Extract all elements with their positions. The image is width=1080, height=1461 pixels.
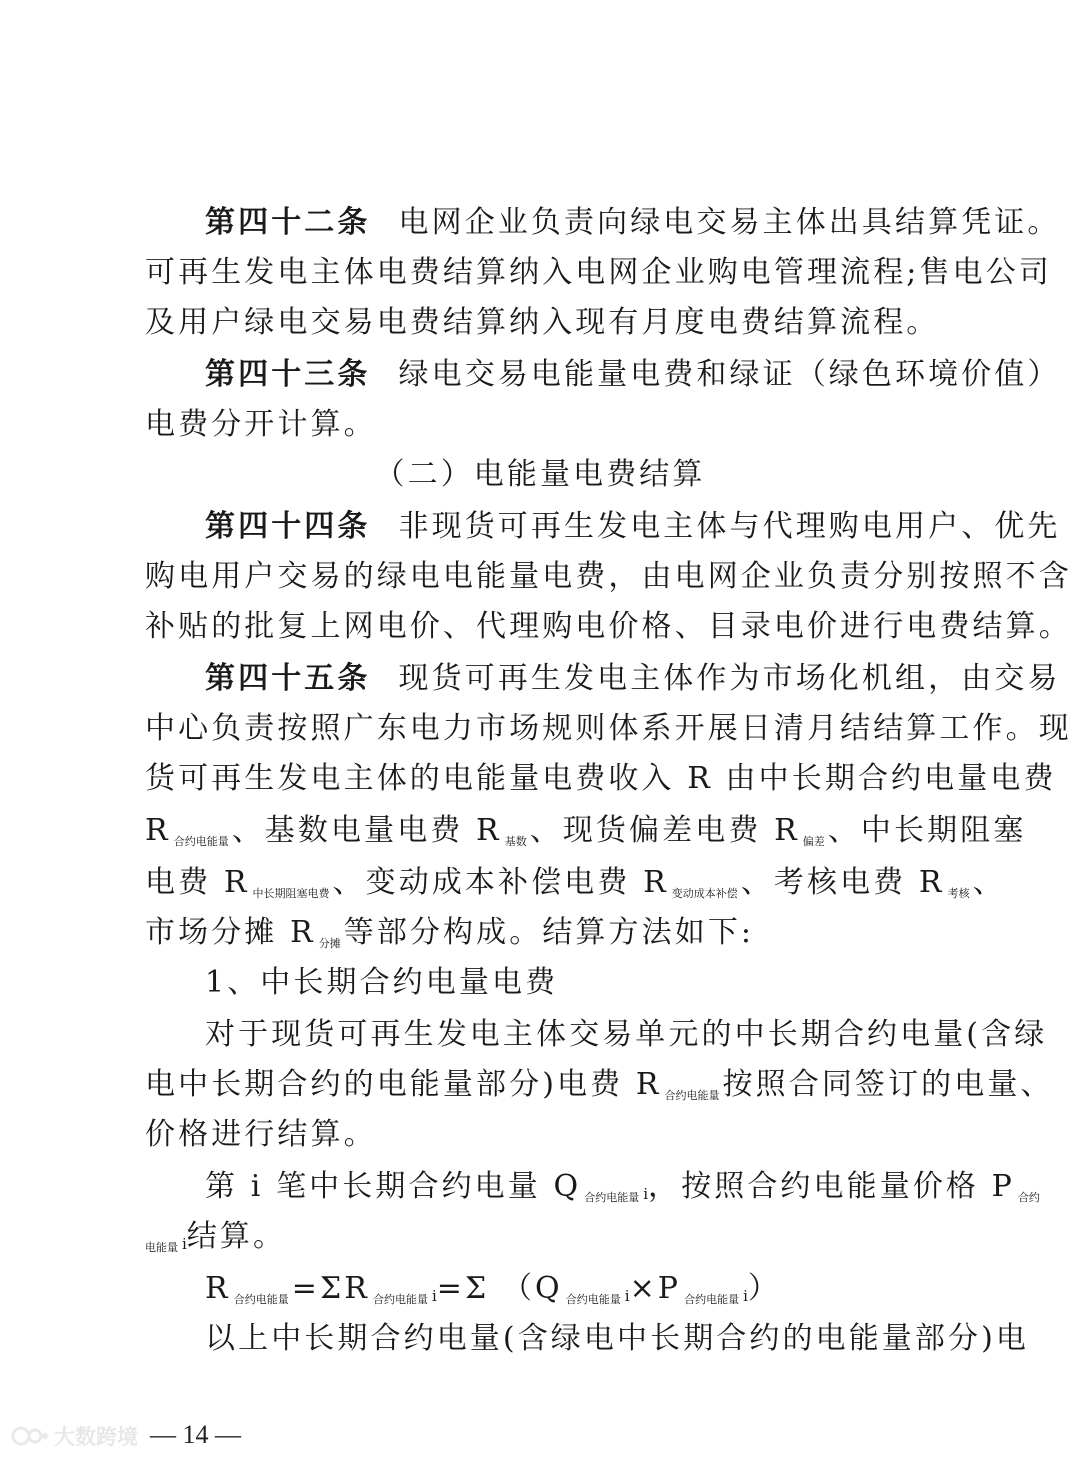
article-45-line-1 [205,654,1061,704]
article-42-text: 电网企业负责向绿电交易主体出具结算凭证。 [398,205,1061,240]
subscript-index-i: i [643,1185,649,1203]
article-44-line-1 [205,502,1061,552]
subscript-index-i: i [182,1235,187,1253]
settlement-formula [205,1264,945,1314]
text-fragment: 、基数电量电费 R [231,813,502,848]
article-42-line-2: 可再生发电主体电费结算纳入电网企业购电管理流程;售电公司 [145,255,1052,290]
subscript-contract-energy: 合约电能量 [684,1293,740,1306]
subscript-index-i: i [624,1287,630,1305]
article-42-heading: 第四十二条 [205,205,371,240]
article-44-heading: 第四十四条 [205,509,371,544]
article-43-text: 绿电交易电能量电费和绿证（绿色环境价值） [398,357,1061,392]
formula-fragment: R [205,1271,231,1306]
ith-contract-line-2 [145,1212,945,1262]
section-title: （二）电能量电费结算 [374,457,706,492]
contract-paragraph-line-2 [145,1060,1054,1110]
article-44-line-3: 补贴的批复上网电价、代理购电价格、目录电价进行电费结算。 [145,609,1072,644]
subscript-assessment: 考核 [947,887,970,900]
text-fragment: ，按照合约电能量价格 P [648,1169,1015,1204]
text-fragment: 等部分构成。结算方法如下: [343,915,755,950]
text-fragment: 电中长期合约的电能量部分)电费 R [145,1067,662,1102]
item-1-title: 1、中长期合约电量电费 [205,965,559,1000]
watermark-logo-icon [10,1421,50,1451]
subscript-energy: 电能量 [145,1241,178,1254]
page-number: — 14 — [150,1420,241,1449]
article-42-line-1 [205,198,1061,248]
text-fragment: 电费 R [145,865,250,900]
text-fragment: 结算。 [186,1219,287,1254]
text-fragment: 、中长期阻塞 [827,813,1027,848]
subscript-contract-energy: 合约电能量 [565,1293,621,1306]
subscript-allocation: 分摊 [318,937,341,950]
article-44-text: 非现货可再生发电主体与代理购电用户、优先 [398,509,1061,544]
subscript-contract-energy: 合约电能量 [664,1089,720,1102]
ith-contract-line-1 [205,1162,1040,1212]
subscript-index-i: i [743,1287,748,1305]
r-symbol: R [145,813,171,848]
last-line: 以上中长期合约电量(含绿电中长期合约的电能量部分)电 [205,1321,1030,1356]
contract-paragraph-line-1: 对于现货可再生发电主体交易单元的中长期合约电量(含绿 [205,1017,1048,1052]
article-45-line-5 [145,858,1006,908]
text-fragment: 按照合同签订的电量、 [722,1067,1054,1102]
text-fragment: 市场分摊 R [145,915,316,950]
text-fragment: 、变动成本补偿电费 R [332,865,669,900]
article-45-text: 现货可再生发电主体作为市场化机组，由交易 [398,661,1061,696]
article-43-heading: 第四十三条 [205,357,371,392]
subscript-deviation: 偏差 [802,835,825,848]
article-45-line-4 [145,806,1027,856]
text-fragment: 、现货偏差电费 R [529,813,800,848]
text-fragment: 、考核电费 R [740,865,945,900]
text-fragment: 、 [972,865,1006,900]
formula-fragment: ×P [629,1271,682,1306]
subscript-contract-energy: 合约电能量 [173,835,229,848]
text-fragment: 第 i 笔中长期合约电量 Q [205,1169,582,1204]
page-footer [0,1410,1080,1460]
article-45-heading: 第四十五条 [205,661,371,696]
watermark-text: 大数跨境 [54,1425,138,1449]
formula-fragment: =Σ （Q [436,1271,563,1306]
article-42-line-3: 及用户绿电交易电费结算纳入现有月度电费结算流程。 [145,305,940,340]
article-43-line-2: 电费分开计算。 [145,407,377,442]
subscript-contract-energy: 合约电能量 [584,1191,640,1204]
subscript-contract: 合约 [1017,1191,1040,1204]
subscript-contract-energy: 合约电能量 [233,1293,289,1306]
article-45-line-2: 中心负责按照广东电力市场规则体系开展日清月结结算工作。现 [145,711,1072,746]
contract-paragraph-line-3: 价格进行结算。 [145,1117,377,1152]
article-45-line-6 [145,908,945,958]
subscript-index-i: i [431,1287,437,1305]
formula-fragment: =ΣR [291,1271,370,1306]
subscript-base: 基数 [504,835,527,848]
subscript-variable-cost: 变动成本补偿 [671,887,738,900]
subscript-contract-energy: 合约电能量 [372,1293,428,1306]
article-43-line-1 [205,350,1061,400]
subscript-congestion: 中长期阻塞电费 [252,887,330,900]
watermark [10,1418,138,1454]
article-45-line-3: 货可再生发电主体的电能量电费收入 R 由中长期合约电量电费 [145,761,1057,796]
formula-fragment: ） [747,1271,782,1306]
article-44-line-2: 购电用户交易的绿电电能量电费，由电网企业负责分别按照不含 [145,559,1072,594]
